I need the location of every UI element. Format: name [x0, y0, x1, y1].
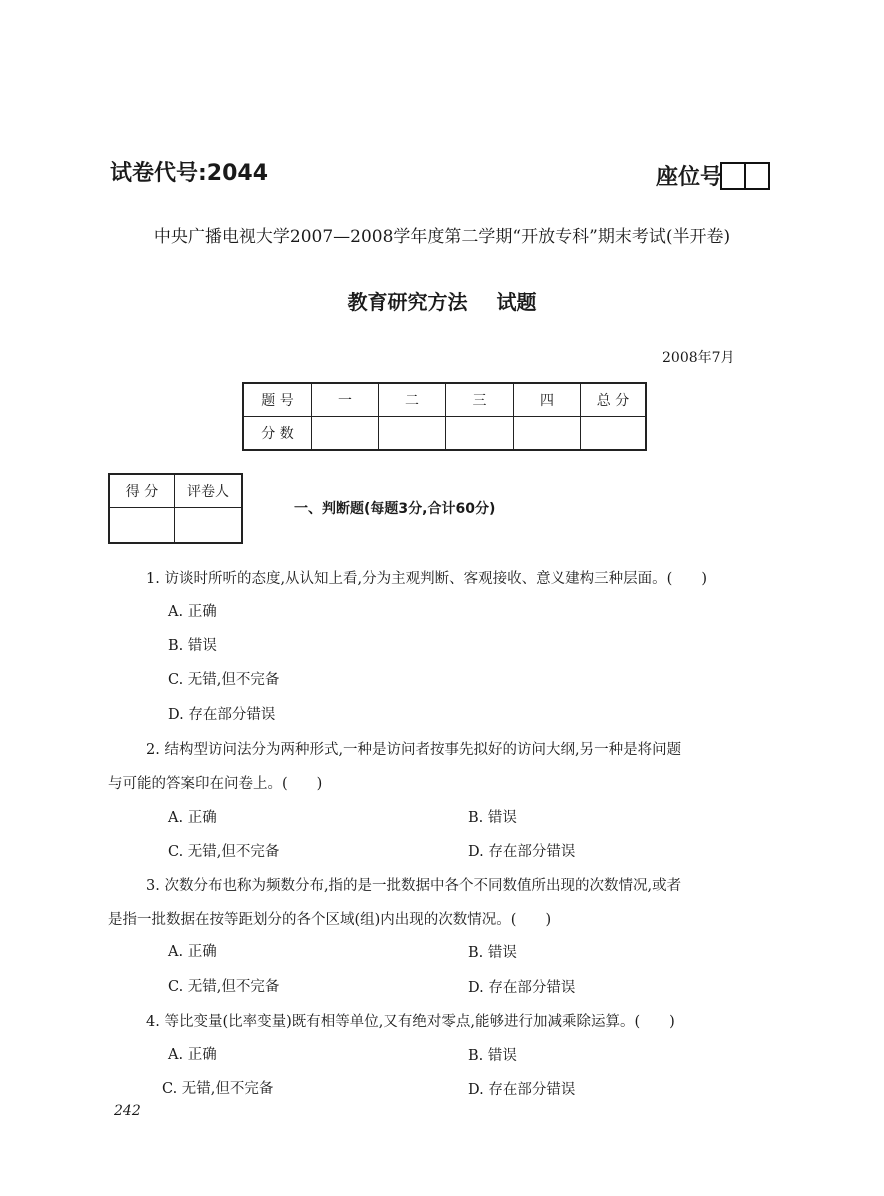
seat-number-label: 座位号: [656, 165, 723, 190]
section-heading: 一、判断题(每题3分,合计60分): [294, 501, 496, 517]
question-1-option-c: C. 无错,但不完备: [168, 672, 280, 688]
score-table-cell: [446, 417, 514, 451]
score-table-cell: [312, 417, 379, 451]
question-3-option-b: B. 错误: [468, 945, 517, 961]
grader-table: [108, 473, 243, 544]
question-1-option-a: A. 正确: [168, 604, 217, 620]
question-1-option-b: B. 错误: [168, 638, 217, 654]
exam-title: 中央广播电视大学2007—2008学年度第二学期“开放专科”期末考试(半开卷): [153, 227, 731, 247]
score-table: [242, 382, 647, 451]
question-4-option-c: C. 无错,但不完备: [162, 1081, 274, 1097]
seat-number-box: [720, 162, 746, 190]
score-table-cell: 一: [312, 383, 379, 417]
question-3-text: 3. 次数分布也称为频数分布,指的是一批数据中各个不同数值所出现的次数情况,或者: [146, 878, 682, 894]
question-3-option-c: C. 无错,但不完备: [168, 979, 280, 995]
paper-code: 试卷代号:2044: [110, 161, 269, 186]
score-table-header-row: [243, 383, 646, 417]
question-2-option-d: D. 存在部分错误: [468, 844, 576, 860]
grader-table-cell: [109, 508, 175, 544]
score-table-cell: 题 号: [243, 383, 312, 417]
question-2-option-b: B. 错误: [468, 810, 517, 826]
score-table-cell: [581, 417, 647, 451]
question-1-option-d: D. 存在部分错误: [168, 707, 276, 723]
grader-table-cell: 评卷人: [175, 474, 243, 508]
grader-table-entry-row: [109, 508, 242, 544]
question-3-text-cont: 是指一批数据在按等距划分的各个区域(组)内出现的次数情况。( ): [108, 912, 552, 928]
question-2-option-c: C. 无错,但不完备: [168, 844, 280, 860]
score-table-score-row: [243, 417, 646, 451]
score-table-cell: 总 分: [581, 383, 647, 417]
question-4-option-b: B. 错误: [468, 1048, 517, 1064]
grader-table-header-row: [109, 474, 242, 508]
question-4-option-d: D. 存在部分错误: [468, 1082, 576, 1098]
question-3-option-d: D. 存在部分错误: [468, 980, 576, 996]
seat-number: [656, 160, 770, 191]
page-number: 242: [114, 1103, 141, 1119]
grader-table-cell: [175, 508, 243, 544]
exam-date: 2008年7月: [662, 350, 735, 366]
question-1-text: 1. 访谈时所听的态度,从认知上看,分为主观判断、客观接收、意义建构三种层面。( ): [146, 571, 707, 587]
question-2-option-a: A. 正确: [168, 810, 217, 826]
score-table-cell: 分 数: [243, 417, 312, 451]
score-table-cell: [379, 417, 446, 451]
seat-number-box: [744, 162, 770, 190]
question-3-option-a: A. 正确: [168, 944, 217, 960]
score-table-cell: 二: [379, 383, 446, 417]
score-table-cell: [514, 417, 581, 451]
subject-title: 教育研究方法 试题: [347, 290, 537, 314]
question-2-text: 2. 结构型访问法分为两种形式,一种是访问者按事先拟好的访问大纲,另一种是将问题: [146, 742, 682, 758]
question-4-text: 4. 等比变量(比率变量)既有相等单位,又有绝对零点,能够进行加减乘除运算。( ): [146, 1014, 675, 1030]
question-4-option-a: A. 正确: [168, 1047, 217, 1063]
score-table-cell: 四: [514, 383, 581, 417]
grader-table-cell: 得 分: [109, 474, 175, 508]
score-table-cell: 三: [446, 383, 514, 417]
question-2-text-cont: 与可能的答案印在问卷上。( ): [108, 776, 323, 792]
